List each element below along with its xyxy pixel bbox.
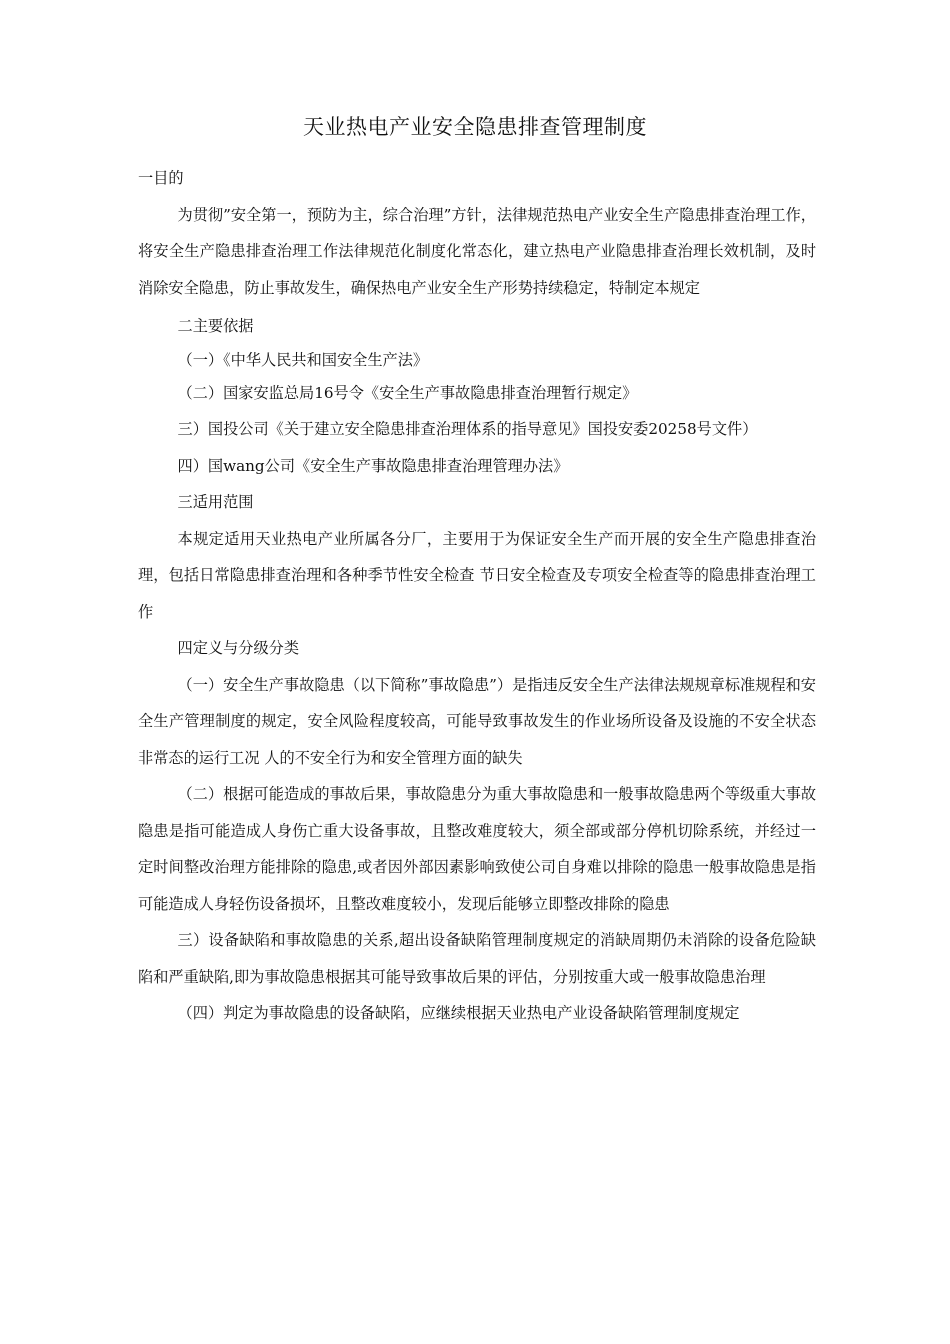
paragraph: 本规定适用天业热电产业所属各分厂，主要用于为保证安全生产而开展的安全生产隐患排查治理，包括日常隐患排查治理和各种季节性安全检查 节日安全检查及专项安全检查等的隐患排查治理工作	[138, 529, 816, 621]
paragraph: 四）国wang公司《安全生产事故隐患排查治理管理办法》	[177, 456, 569, 475]
paragraph: 四定义与分级分类	[177, 639, 300, 657]
paragraph: 三）国投公司《关于建立安全隐患排查治理体系的指导意见》国投安委20258号文件）	[177, 420, 758, 438]
paragraph: 为贯彻”安全第一，预防为主，综合治理”方针，法律规范热电产业安全生产隐患排查治理工作，将安全生产隐患排查治理工作法律规范化制度化常态化，建立热电产业隐患排查治理长效机制，及时消除安全隐患，防止事故发生，确保热电产业安全生产形势持续稳定，特制定本规定	[138, 205, 816, 297]
paragraph: 一目的	[138, 169, 184, 187]
document-body	[138, 160, 816, 1032]
paragraph: （一）安全生产事故隐患（以下简称”事故隐患”）是指违反安全生产法律法规规章标准规程和安全生产管理制度的规定，安全风险程度较高，可能导致事故发生的作业场所设备及设施的不安全状态非常态的运行工况 人的不安全行为和安全管理方面的缺失	[138, 675, 816, 767]
paragraph: （一）《中华人民共和国安全生产法》	[177, 350, 429, 369]
paragraph: （二）国家安监总局16号令《安全生产事故隐患排查治理暂行规定》	[177, 383, 638, 402]
paragraph: （四）判定为事故隐患的设备缺陷，应继续根据天业热电产业设备缺陷管理制度规定	[177, 1004, 740, 1022]
paragraph: 三适用范围	[177, 493, 254, 511]
document-title: 天业热电产业安全隐患排查管理制度	[303, 115, 647, 139]
paragraph: （二）根据可能造成的事故后果，事故隐患分为重大事故隐患和一般事故隐患两个等级重大事故隐患是指可能造成人身伤亡重大设备事故，且整改难度较大，须全部或部分停机切除系统，并经过一定时间整改治理方能排除的隐患,或者因外部因素影响致使公司自身难以排除的隐患一般事故隐患是指可能造成人身轻伤设备损坏，且整改难度较小，发现后能够立即整改排除的隐患	[138, 785, 816, 913]
paragraph: 二主要依据	[177, 317, 254, 335]
paragraph: 三）设备缺陷和事故隐患的关系,超出设备缺陷管理制度规定的消缺周期仍未消除的设备危险缺陷和严重缺陷,即为事故隐患根据其可能导致事故后果的评估，分别按重大或一般事故隐患治理	[138, 931, 816, 986]
